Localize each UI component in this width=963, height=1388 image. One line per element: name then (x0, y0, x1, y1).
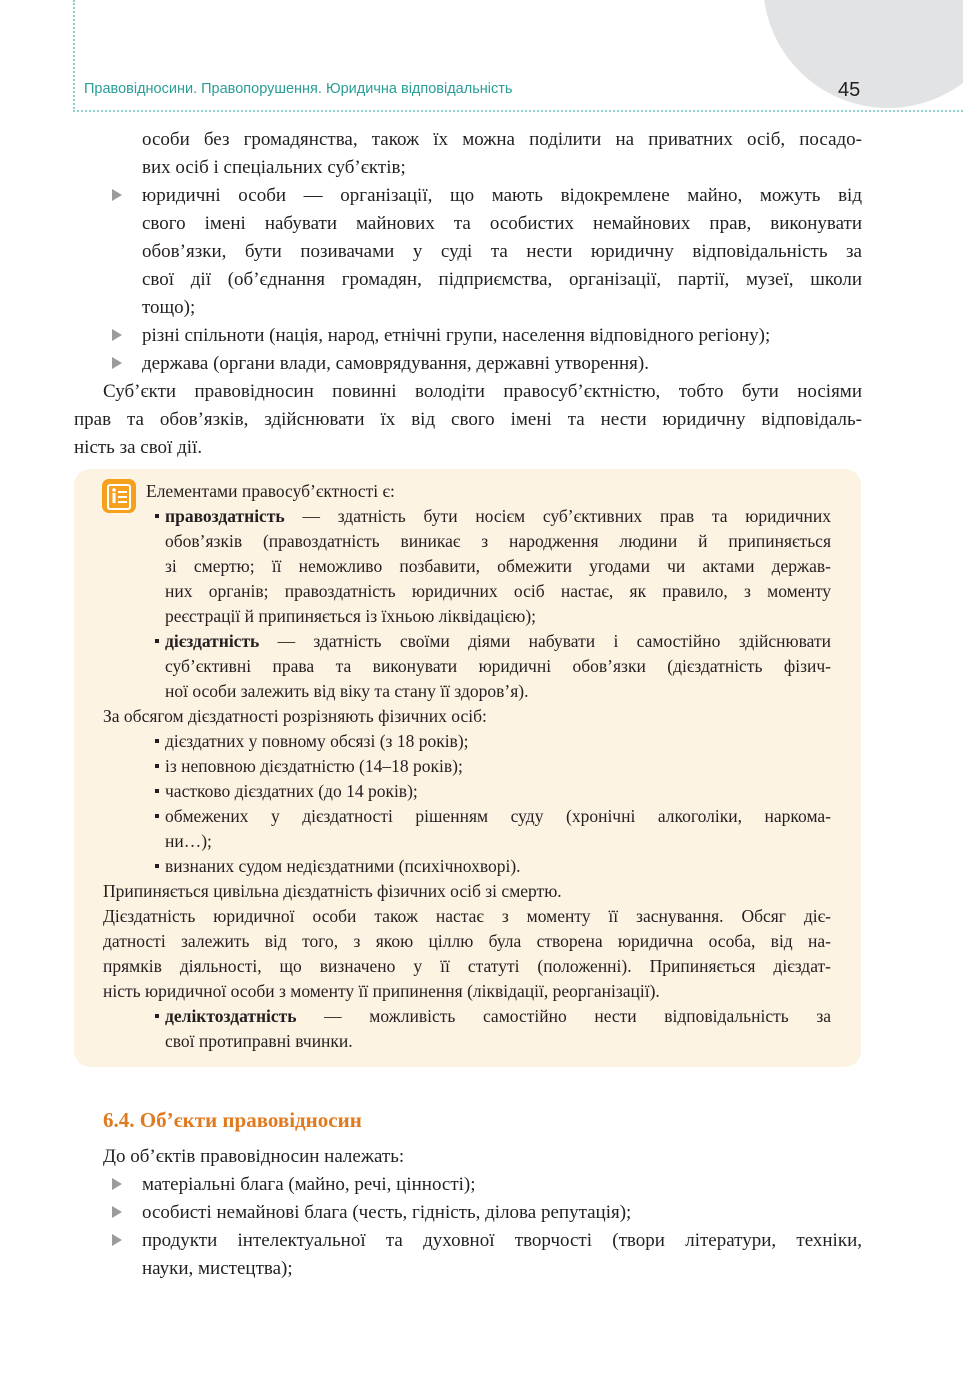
info-document-icon (102, 479, 136, 513)
object-item: матеріальні блага (майно, речі, цінності); (142, 1174, 476, 1195)
volume-item: частково дієздатних (до 14 років); (165, 781, 418, 801)
bullet-dot-icon (155, 514, 159, 518)
list-item-state: держава (органи влади, самоврядування, державні утворення). (142, 353, 649, 374)
bullet-triangle-icon (112, 189, 122, 201)
info-box-intro: Елементами правосуб’єктності є: (146, 481, 395, 501)
list-item-line: свого імені набувати майнових та особистих немайнових прав, виконувати (142, 213, 862, 234)
object-item: особисті немайнові блага (честь, гідність, ділова репутація); (142, 1202, 632, 1223)
bullet-dot-icon (155, 864, 159, 868)
section-intro: До об’єктів правовідносин належать: (103, 1146, 405, 1167)
bullet-dot-icon (155, 814, 159, 818)
term-legal-capacity (165, 504, 831, 629)
term-delict-capacity (165, 1004, 831, 1054)
paragraph-line: прямків діяльності, що визначено у її статуті (положенні). Припиняється дієздат- (103, 956, 831, 976)
bullet-triangle-icon (112, 1206, 122, 1218)
term-definition: — здатність бути носієм суб’єктивних прав та юридичних (284, 506, 831, 526)
volume-item: із неповною дієздатністю (14–18 років); (165, 756, 463, 776)
paragraph-line: прав та обов’язків, здійснювати їх від свого імені та нести юридичну відповідаль- (74, 409, 862, 430)
paragraph-line: ність за свої дії. (74, 437, 203, 458)
list-item-communities: різні спільноти (нація, народ, етнічні групи, населення відповідного регіону); (142, 325, 771, 346)
list-item-line: свої дії (об’єднання громадян, підприємства, організації, партії, музеї, школи (142, 269, 862, 290)
paragraph-line: Дієздатність юридичної особи також настає з моменту її заснування. Обсяг діє- (103, 906, 831, 926)
term-line: свої протиправні вчинки. (165, 1031, 353, 1051)
term-line: ної особи залежить від віку та стану її здоров’я). (165, 681, 529, 701)
term-line: них органів; правоздатність юридичних осіб настає, як правило, з моменту (165, 581, 831, 601)
term-definition: — здатність своїми діями набувати і самостійно здійснювати (259, 631, 831, 651)
volume-item: визнаних судом недієздатними (психічнохворі). (165, 856, 521, 876)
termination-text: Припиняється цивільна дієздатність фізичних осіб зі смертю. (103, 881, 562, 901)
term-line: обов’язків (правоздатність виникає з народження людини й припиняється (165, 531, 831, 551)
object-item-line: науки, мистецтва); (142, 1258, 293, 1279)
bullet-dot-icon (155, 639, 159, 643)
volume-item-line: обмежених у дієздатності рішенням суду (хронічні алкоголіки, наркома- (165, 806, 831, 826)
volume-intro: За обсягом дієздатності розрізняють фізичних осіб: (103, 706, 487, 726)
bullet-dot-icon (155, 764, 159, 768)
bullet-dot-icon (155, 739, 159, 743)
list-continuation-line-2: вих осіб і спеціальних суб’єктів; (142, 157, 406, 178)
running-title: Правовідносини. Правопорушення. Юридична відповідальність (84, 81, 513, 97)
list-continuation-line-1: особи без громадянства, також їх можна поділити на приватних осіб, посадо- (142, 129, 862, 150)
legal-entity-paragraph (103, 904, 831, 1004)
paragraph-legal-personality (74, 378, 862, 462)
paragraph-line: датності залежить від того, з якою ціллю була створена юридична особа, від на- (103, 931, 831, 951)
term-line: реєстрації й припиняється із їхньою ліквідацією); (165, 606, 537, 626)
bullet-triangle-icon (112, 357, 122, 369)
bullet-dot-icon (155, 1014, 159, 1018)
section-heading: 6.4. Об’єкти правовідносин (103, 1108, 362, 1132)
volume-item: дієздатних у повному обсязі (з 18 років); (165, 731, 469, 751)
term-active-capacity (165, 629, 831, 704)
bullet-triangle-icon (112, 1178, 122, 1190)
margin-guide-line (73, 0, 75, 112)
bullet-triangle-icon (112, 329, 122, 341)
term-name: правоздатність (165, 506, 285, 526)
header-rule (73, 110, 963, 112)
list-item-line: тощо); (142, 297, 196, 318)
corner-decoration (763, 0, 963, 108)
page-number: 45 (838, 79, 861, 101)
term-line: суб’єктивні права та виконувати юридичні обов’язки (дієздатність фізич- (165, 656, 831, 676)
paragraph-line: Суб’єкти правовідносин повинні володіти правосуб’єктністю, тобто бути носіями (103, 381, 862, 402)
list-item-line: юридичні особи — організації, що мають відокремлене майно, можуть від (142, 185, 862, 206)
bullet-triangle-icon (112, 1234, 122, 1246)
object-item (142, 1227, 862, 1283)
list-item-line: обов’язки, бути позивачами у суді та нести юридичну відповідальність за (142, 241, 862, 262)
paragraph-line: ність юридичної особи з моменту її припинення (ліквідації, реорганізації). (103, 981, 660, 1001)
term-name: деліктоздатність (165, 1006, 297, 1026)
term-line: зі смертю; її неможливо позбавити, обмежити угодами чи актами держав- (165, 556, 831, 576)
term-definition: — можливість самостійно нести відповідальність за (296, 1006, 831, 1026)
object-item-line: продукти інтелектуальної та духовної творчості (твори літератури, техніки, (142, 1230, 862, 1251)
volume-item (165, 804, 831, 854)
bullet-dot-icon (155, 789, 159, 793)
term-name: дієздатність (165, 631, 260, 651)
list-item-legal-entities (142, 182, 862, 322)
volume-item-line: ни…); (165, 831, 212, 851)
